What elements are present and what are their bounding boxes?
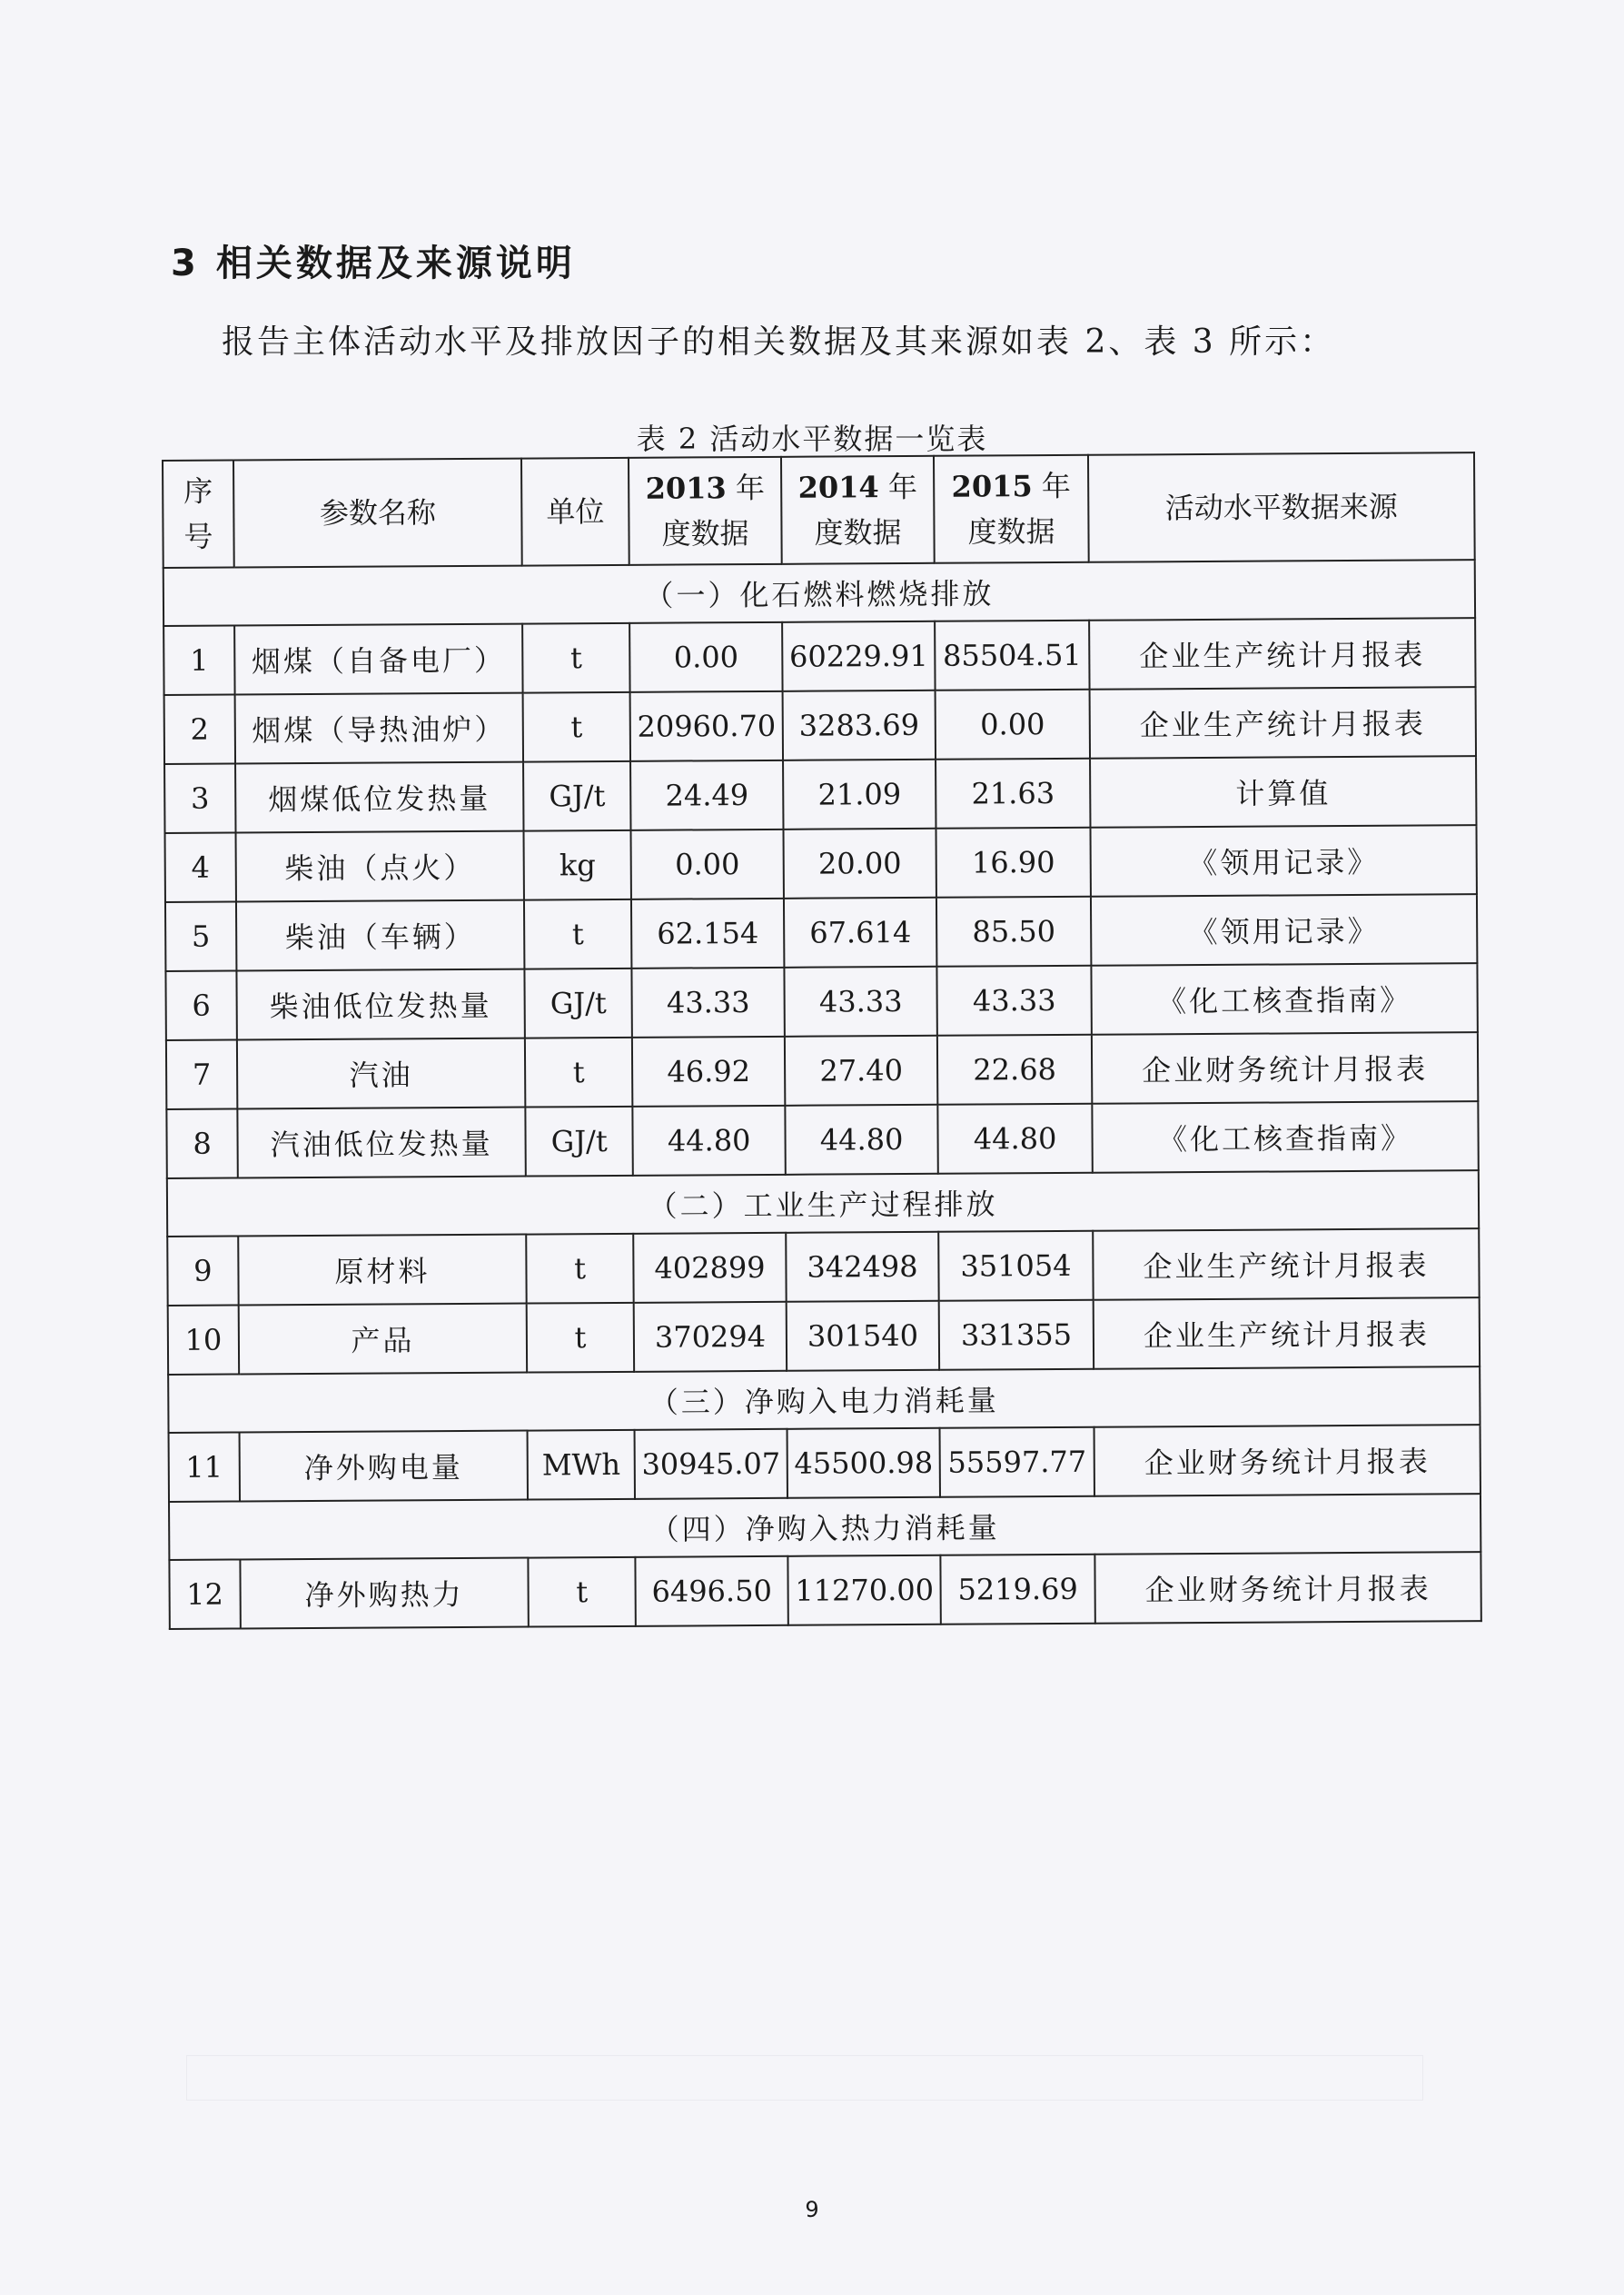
row-value-2014: 20.00 xyxy=(784,829,936,899)
row-value-2015: 22.68 xyxy=(937,1035,1092,1105)
row-unit: t xyxy=(523,692,630,762)
row-number: 5 xyxy=(165,902,236,971)
row-value-2015: 16.90 xyxy=(936,828,1091,898)
table-row xyxy=(164,687,1476,764)
section-title-cell: （三）净购入电力消耗量 xyxy=(168,1366,1480,1433)
bleed-through-lines xyxy=(186,2055,1423,2101)
row-value-2014: 342498 xyxy=(786,1232,938,1302)
row-parameter-name: 汽油低位发热量 xyxy=(237,1108,526,1178)
row-source: 企业财务统计月报表 xyxy=(1092,1032,1478,1104)
row-unit: GJ/t xyxy=(526,1107,633,1177)
row-value-2013: 62.154 xyxy=(631,899,784,969)
table-caption: 表 2 活动水平数据一览表 xyxy=(636,422,988,456)
row-source: 计算值 xyxy=(1090,756,1476,828)
row-value-2015: 44.80 xyxy=(937,1104,1092,1174)
row-value-2014: 60229.91 xyxy=(782,621,935,691)
row-unit: t xyxy=(526,1234,633,1304)
row-source: 企业生产统计月报表 xyxy=(1089,618,1475,690)
header-source: 活动水平数据来源 xyxy=(1088,452,1475,562)
row-value-2014: 43.33 xyxy=(785,967,937,1037)
header-unit: 单位 xyxy=(521,458,629,566)
row-value-2013: 44.80 xyxy=(632,1106,785,1176)
row-number: 2 xyxy=(164,695,235,764)
table-row xyxy=(163,618,1475,695)
header-2015-rest: 年度数据 xyxy=(967,468,1071,550)
row-value-2014: 67.614 xyxy=(784,898,936,968)
table-row xyxy=(168,1297,1480,1375)
header-name: 参数名称 xyxy=(233,459,522,568)
header-2015-year: 2015 xyxy=(951,469,1033,504)
row-unit: kg xyxy=(524,830,631,900)
section-title: 相关数据及来源说明 xyxy=(215,243,576,284)
section-title-cell: （二）工业生产过程排放 xyxy=(167,1170,1479,1237)
header-2014 xyxy=(781,456,935,564)
table-row xyxy=(165,825,1477,902)
row-number: 10 xyxy=(168,1306,239,1375)
section-heading xyxy=(171,234,576,286)
row-unit: GJ/t xyxy=(523,761,630,831)
row-value-2014: 3283.69 xyxy=(783,690,936,760)
header-2015 xyxy=(934,455,1089,563)
activity-data-table xyxy=(162,452,1482,1630)
table-row xyxy=(167,1228,1479,1306)
row-value-2015: 55597.77 xyxy=(940,1427,1094,1497)
row-parameter-name: 烟煤低位发热量 xyxy=(235,762,524,833)
row-source: 企业生产统计月报表 xyxy=(1093,1228,1479,1300)
row-source: 企业生产统计月报表 xyxy=(1094,1297,1480,1369)
row-value-2013: 43.33 xyxy=(632,968,785,1038)
table-row xyxy=(165,894,1477,971)
row-value-2014: 11270.00 xyxy=(787,1555,940,1625)
row-value-2013: 24.49 xyxy=(630,760,783,830)
row-parameter-name: 柴油（点火） xyxy=(235,831,524,902)
header-2013 xyxy=(629,457,782,565)
row-value-2014: 27.40 xyxy=(785,1036,937,1106)
row-value-2013: 0.00 xyxy=(629,622,782,692)
row-number: 6 xyxy=(165,971,236,1040)
row-value-2013: 6496.50 xyxy=(635,1556,787,1626)
row-value-2015: 85.50 xyxy=(936,897,1091,967)
row-unit: t xyxy=(522,623,629,693)
row-value-2015: 331355 xyxy=(939,1300,1094,1370)
row-value-2013: 20960.70 xyxy=(630,691,783,761)
row-value-2014: 21.09 xyxy=(783,760,936,830)
section-title-cell: （四）净购入热力消耗量 xyxy=(169,1494,1480,1560)
row-number: 8 xyxy=(166,1109,237,1178)
row-number: 12 xyxy=(169,1559,240,1628)
table-row xyxy=(166,1101,1478,1178)
row-source: 《领用记录》 xyxy=(1091,825,1477,897)
row-parameter-name: 净外购热力 xyxy=(240,1558,529,1629)
table-row xyxy=(166,1032,1478,1109)
row-parameter-name: 柴油低位发热量 xyxy=(236,969,525,1040)
row-unit: t xyxy=(527,1303,634,1373)
row-source: 企业生产统计月报表 xyxy=(1090,687,1476,759)
intro-paragraph: 报告主体活动水平及排放因子的相关数据及其来源如表 2、表 3 所示： xyxy=(222,323,1336,361)
section-row xyxy=(168,1366,1480,1433)
row-value-2014: 301540 xyxy=(787,1301,939,1371)
row-value-2014: 45500.98 xyxy=(787,1428,940,1498)
row-number: 7 xyxy=(166,1040,237,1109)
row-unit: t xyxy=(529,1557,636,1627)
table-row xyxy=(169,1552,1480,1629)
row-value-2014: 44.80 xyxy=(785,1105,937,1175)
row-parameter-name: 产品 xyxy=(239,1304,528,1375)
row-parameter-name: 原材料 xyxy=(238,1235,527,1306)
row-source: 企业财务统计月报表 xyxy=(1094,1552,1480,1624)
row-value-2015: 5219.69 xyxy=(940,1555,1094,1624)
page-number: 9 xyxy=(805,2197,819,2222)
table-body xyxy=(163,560,1481,1629)
table-row xyxy=(164,756,1476,833)
header-2013-year: 2013 xyxy=(645,471,727,506)
row-value-2013: 30945.07 xyxy=(635,1429,787,1499)
row-value-2015: 43.33 xyxy=(936,966,1091,1036)
row-value-2013: 402899 xyxy=(633,1233,786,1303)
header-2014-rest: 年度数据 xyxy=(814,469,918,551)
row-value-2013: 46.92 xyxy=(632,1037,785,1107)
row-number: 3 xyxy=(164,764,235,833)
header-seq: 序号 xyxy=(163,461,234,568)
row-parameter-name: 净外购电量 xyxy=(239,1431,528,1502)
row-number: 1 xyxy=(163,626,234,695)
table-header-row xyxy=(163,452,1475,568)
row-value-2013: 0.00 xyxy=(631,830,784,899)
row-parameter-name: 柴油（车辆） xyxy=(236,900,525,971)
header-2013-rest: 年度数据 xyxy=(661,470,766,551)
row-value-2013: 370294 xyxy=(634,1302,787,1372)
row-number: 4 xyxy=(165,833,236,902)
row-source: 《化工核查指南》 xyxy=(1092,1101,1478,1173)
row-unit: GJ/t xyxy=(525,969,632,1038)
row-value-2015: 351054 xyxy=(938,1231,1093,1301)
section-row xyxy=(169,1494,1480,1560)
header-2014-year: 2014 xyxy=(797,470,879,505)
row-number: 9 xyxy=(167,1237,238,1306)
row-value-2015: 85504.51 xyxy=(935,621,1089,690)
row-unit: MWh xyxy=(528,1430,635,1500)
section-row xyxy=(163,560,1475,626)
row-source: 《领用记录》 xyxy=(1091,894,1477,966)
row-parameter-name: 烟煤（自备电厂） xyxy=(234,624,523,695)
table-row xyxy=(169,1425,1480,1502)
table-row xyxy=(165,963,1477,1040)
row-parameter-name: 烟煤（导热油炉） xyxy=(235,693,524,764)
row-unit: t xyxy=(525,1038,632,1108)
row-parameter-name: 汽油 xyxy=(237,1038,526,1109)
row-unit: t xyxy=(524,899,631,969)
section-row xyxy=(167,1170,1479,1237)
row-value-2015: 21.63 xyxy=(936,759,1090,829)
section-number: 3 xyxy=(171,243,200,284)
row-source: 企业财务统计月报表 xyxy=(1094,1425,1480,1496)
section-title-cell: （一）化石燃料燃烧排放 xyxy=(163,560,1475,626)
row-source: 《化工核查指南》 xyxy=(1091,963,1477,1035)
row-value-2015: 0.00 xyxy=(936,690,1090,760)
row-number: 11 xyxy=(169,1432,240,1501)
